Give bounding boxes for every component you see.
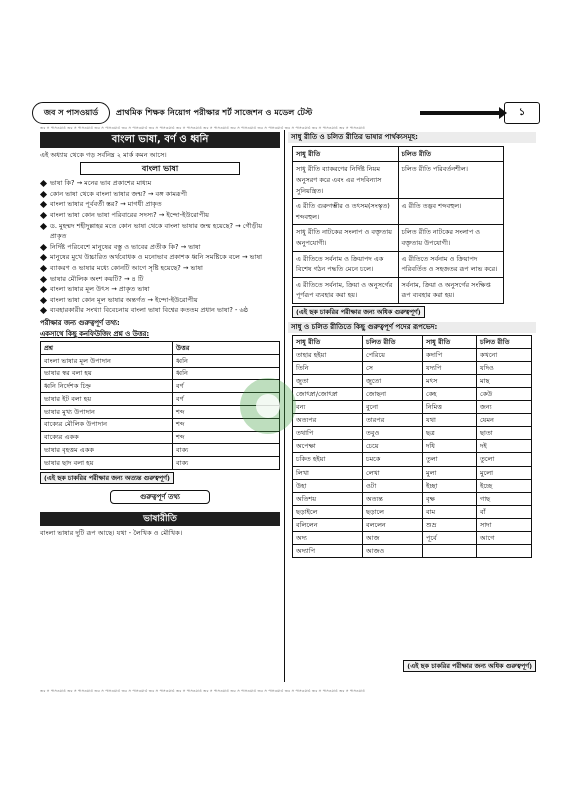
- table-cell: কদাপি: [423, 348, 477, 361]
- table-row: [293, 162, 504, 199]
- table-cell: এ রীতিতে সর্বনাম ও ক্রিয়াপদ পরিবর্তিত ও সহজতর রূপ লাভ করে।: [398, 251, 504, 277]
- table-cell: কেউ: [477, 388, 532, 401]
- table-cell: সাদা: [477, 518, 532, 531]
- question-cell: ভাষার বৃহত্তম একক: [41, 444, 173, 457]
- question-cell: ভাষার মুখ্য উপাদান: [41, 405, 173, 418]
- table-cell: [423, 545, 477, 558]
- list-item: ভাষার মৌলিক অংশ কয়টি? → ৪ টি: [40, 274, 280, 285]
- table-cell: জুতা: [293, 374, 363, 387]
- table-cell: অত্যপর: [293, 414, 363, 427]
- watermark-logo-icon: [240, 378, 296, 434]
- table-cell: চকিত হইয়া: [293, 453, 363, 466]
- table-cell: জুতো: [363, 374, 423, 387]
- diamond-bullet-icon: [40, 244, 47, 251]
- table-cell: বলিলেন: [293, 518, 363, 531]
- table-cell: জন্য: [477, 401, 532, 414]
- qa-heading: একসাথে কিছু কনফিউজিং প্রশ্ন ও উত্তর:: [40, 330, 150, 339]
- table-row: [293, 225, 504, 251]
- table-cell: যদ্যপি: [423, 361, 477, 374]
- table-cell: সাধু রীতি নাটকের সংলাপ ও বক্তৃতায় অনুপযোগী।: [293, 225, 399, 251]
- important-note: (এই ছক চাকরির পরীক্ষার জন্য অধিক গুরুত্বপূর্ণ): [403, 660, 536, 672]
- question-cell: ভাষার ছাদ বলা হয়: [41, 457, 173, 470]
- table-row: [41, 354, 280, 367]
- table-row: [293, 479, 532, 492]
- table-row: [293, 492, 532, 505]
- question-cell: ভাষার ইট বলা হয়: [41, 393, 173, 406]
- table-row: [293, 532, 532, 545]
- table-cell: চলিত রীতি নাটকের সংলাপ ও বক্তৃতায় উপযোগী।: [398, 225, 504, 251]
- table-cell: আজও: [363, 545, 423, 558]
- header-title: প্রাথমিক শিক্ষক নিয়োগ পরীক্ষার শর্ট সাজেশন ও মডেল টেস্ট: [116, 107, 313, 117]
- footer-strip: জব স পাসওয়ার্ড জব স পাসওয়ার্ড জব স পাসওয়ার্ড জব স পাসওয়ার্ড জব স পাসওয়ার্ড জব স পাসওয়ার্ড জব স পাসওয়ার্ড জব স পাসওয়ার্ড জব স পাসওয়ার্ড জব স পাসওয়ার্ড জব স পাসওয়ার্ড জব স পাসওয়ার্ড: [40, 689, 365, 693]
- diamond-bullet-icon: [40, 286, 47, 293]
- table-cell: দধি: [423, 440, 477, 453]
- diamond-bullet-icon: [40, 254, 47, 261]
- important-note: (এই ছক চাকরির পরীক্ষার জন্য অধিক গুরুত্বপূর্ণ): [292, 306, 425, 318]
- chapter-title: বাংলা ভাষা, বর্ণ ও ধ্বনি: [40, 132, 280, 148]
- table-cell: অতিশয়: [293, 492, 363, 505]
- table-cell: অদ্যাপি: [293, 545, 363, 558]
- chapter-note: এই অধ্যায় থেকে গড় সর্বনিম্ন ২ মার্ক কমন আসে।: [40, 151, 167, 159]
- table-cell: ওটা: [363, 479, 423, 492]
- diamond-bullet-icon: [40, 276, 47, 283]
- table-cell: আগে: [477, 532, 532, 545]
- table-cell: ছত্র: [423, 427, 477, 440]
- list-item: ড. মুহম্মদ শহীদুল্লাহর মতে কোন ভাষা থেকে বাংলা ভাষার জন্ম হয়েছে? → গৌড়ীয় প্রাকৃত: [40, 221, 280, 242]
- table-cell: চেয়ে: [363, 440, 423, 453]
- table-row: [293, 518, 532, 531]
- table-cell: বাম: [423, 505, 477, 518]
- table-cell: বললেন: [363, 518, 423, 531]
- table-cell: বৃক্ষ: [423, 492, 477, 505]
- column-header: চলিত রীতি: [398, 146, 504, 162]
- table-cell: অপেক্ষা: [293, 440, 363, 453]
- compare-table: [292, 146, 504, 304]
- list-item: বাংলা ভাষা কোন ভাষা পরিবারের সদস্য? → ইন্দো-ইউরোপীয়: [40, 210, 280, 221]
- answer-cell: ধ্বনি: [173, 367, 280, 380]
- body-text: বাংলা ভাষার দুটি রূপ আছে। যথা - লৈখিক ও মৌখিক।: [40, 528, 183, 537]
- table-cell: সাধু রীতি ব্যাকরণের নির্দিষ্ট নিয়ম অনুসরণ করে এবং এর পদবিন্যাস সুনিয়ন্ত্রিত।: [293, 162, 399, 199]
- table-cell: দই: [477, 440, 532, 453]
- table-row: [293, 427, 532, 440]
- brand-logo: জব স পাসওয়ার্ড: [32, 102, 110, 124]
- table-cell: এ রীতি গুরুগম্ভীর ও তৎসম(সংস্কৃত) শব্দবহুল।: [293, 199, 399, 225]
- diamond-bullet-icon: [40, 265, 47, 272]
- table-header-row: [41, 341, 280, 354]
- question-cell: বাংলা ভাষার মূল উপাদান: [41, 354, 173, 367]
- table-cell: আজ: [363, 532, 423, 545]
- column-header: সাধু রীতি: [293, 146, 399, 162]
- section-banner: ভাষারীতি: [40, 512, 280, 526]
- diamond-bullet-icon: [40, 297, 47, 304]
- table-cell: তুলা: [423, 453, 477, 466]
- table-cell: চমকে: [363, 453, 423, 466]
- list-item: ব্যবহারকারীর সংখ্যা বিবেচনায় বাংলা ভাষা বিশ্বের কততম প্রধান ভাষা? - ৬ষ্ঠ: [40, 305, 280, 316]
- info-box: গুরুত্বপূর্ণ তথ্য: [110, 490, 210, 504]
- list-item: নির্দিষ্ট পরিবেশে মানুষের বস্তু ও ভাবের প্রতীক কি? → ভাষা: [40, 242, 280, 253]
- compare-heading: সাধু রীতি ও চলিত রীতির ভাষার পার্থক্যসমূহ:: [288, 132, 536, 143]
- table-cell: নিমিত্ত: [423, 401, 477, 414]
- table-cell: সর্বনাম, ক্রিয়া ও অনুসর্গের সংক্ষিপ্ত রূপ ব্যবহার করা হয়।: [398, 277, 504, 303]
- list-item: কোন ভাষা থেকে বাংলা ভাষার জন্ম? → বঙ্গ কামরূপী: [40, 189, 280, 200]
- header-strip: জব স পাসওয়ার্ড জব স পাসওয়ার্ড জব স পাসওয়ার্ড জব স পাসওয়ার্ড জব স পাসওয়ার্ড জব স পাসওয়ার্ড জব স পাসওয়ার্ড জব স পাসওয়ার্ড জব স পাসওয়ার্ড জব স পাসওয়ার্ড জব স পাসওয়ার্ড জব স পাসওয়ার্ড: [40, 126, 365, 130]
- table-cell: ছড়ালে: [363, 505, 423, 518]
- list-item: ভাষা কি? → মনের ভাব প্রকাশের মাধ্যম: [40, 178, 280, 189]
- diamond-bullet-icon: [40, 223, 47, 230]
- table-row: [293, 199, 504, 225]
- answer-cell: বাক্য: [173, 457, 280, 470]
- table-cell: সে: [363, 361, 423, 374]
- table-cell: বুনো: [363, 401, 423, 414]
- section-title: বাংলা ভাষা: [80, 162, 240, 175]
- table-cell: তিনি: [293, 361, 363, 374]
- answer-cell: শব্দ: [173, 431, 280, 444]
- table-cell: ছড়াইলে: [293, 505, 363, 518]
- column-header: সাধু রীতি: [423, 335, 477, 348]
- table-cell: বাঁ: [477, 505, 532, 518]
- diamond-bullet-icon: [40, 201, 47, 208]
- table-row: [293, 348, 532, 361]
- column-header: সাধু রীতি: [293, 335, 363, 348]
- question-cell: ধ্বনি নির্দেশক চিহ্ন: [41, 380, 173, 393]
- bullet-list: [40, 178, 280, 316]
- table-row: [293, 440, 532, 453]
- table-row: [41, 367, 280, 380]
- right-column: [288, 132, 536, 670]
- table-row: [293, 388, 532, 401]
- table-row: [293, 453, 532, 466]
- table-cell: ইচ্ছে: [477, 479, 532, 492]
- table-row: [293, 361, 532, 374]
- column-header: প্রশ্ন: [41, 341, 173, 354]
- table-cell: লেখা: [363, 466, 423, 479]
- table-cell: যেমন: [477, 414, 532, 427]
- left-column: [40, 132, 280, 537]
- arrow-icon: [420, 111, 500, 115]
- words-heading: সাধু ও চলিত রীতিতে কিছু গুরুত্বপূর্ণ পদের রূপভেদ:: [288, 322, 536, 333]
- question-cell: ভাষার স্বর বলা হয়: [41, 367, 173, 380]
- answer-cell: বাক্য: [173, 444, 280, 457]
- table-cell: অত্যন্ত: [363, 492, 423, 505]
- table-cell: তারপর: [363, 414, 423, 427]
- table-row: [293, 374, 532, 387]
- table-cell: এ রীতি তদ্ভব শব্দবহুল।: [398, 199, 504, 225]
- table-cell: মুলো: [477, 466, 532, 479]
- answer-cell: শব্দ: [173, 418, 280, 431]
- question-cell: বাক্যের মৌলিক উপাদান: [41, 418, 173, 431]
- table-row: [293, 401, 532, 414]
- list-item: বাংলা ভাষার পূর্ববর্তী স্তর? → মাগধী প্রাকৃত: [40, 199, 280, 210]
- table-cell: মুলা: [423, 466, 477, 479]
- table-cell: কেহ: [423, 388, 477, 401]
- table-cell: কখনো: [477, 348, 532, 361]
- table-cell: যদিও: [477, 361, 532, 374]
- table-cell: জোছনা: [363, 388, 423, 401]
- diamond-bullet-icon: [40, 191, 47, 198]
- table-row: [41, 431, 280, 444]
- table-cell: ইচ্ছা: [423, 479, 477, 492]
- table-cell: তাহার হইয়া: [293, 348, 363, 361]
- table-cell: মাছ: [477, 374, 532, 387]
- table-cell: [477, 545, 532, 558]
- table-cell: ছাতা: [477, 427, 532, 440]
- table-row: [293, 251, 504, 277]
- table-cell: জোৎস্না/জোৎস্না: [293, 388, 363, 401]
- page-number: ১: [504, 102, 540, 124]
- question-cell: বাক্যের একক: [41, 431, 173, 444]
- answer-cell: বর্ণ: [173, 393, 280, 406]
- diamond-bullet-icon: [40, 180, 47, 187]
- list-item: বাংলা ভাষার মূল উৎস → প্রাকৃত ভাষা: [40, 284, 280, 295]
- table-row: [293, 414, 532, 427]
- answer-cell: ধ্বনি: [173, 354, 280, 367]
- table-cell: তুলো: [477, 453, 532, 466]
- list-item: ব্যাকরণ ও ভাষার মধ্যে কোনটি আগে সৃষ্টি হয়েছে? → ভাষা: [40, 263, 280, 274]
- exam-info-heading: পরীক্ষার জন্য গুরুত্বপূর্ণ তথ্য:: [40, 318, 120, 327]
- table-row: [293, 466, 532, 479]
- table-header-row: [293, 146, 504, 162]
- column-header: চলিত রীতি: [363, 335, 423, 348]
- table-row: [293, 545, 532, 558]
- table-cell: বন্য: [293, 401, 363, 414]
- answer-cell: বর্ণ: [173, 380, 280, 393]
- table-cell: এ রীতিতে সর্বনাম ও ক্রিয়াপদ এক বিশেষ গঠন পদ্ধতি মেনে চলে।: [293, 251, 399, 277]
- diamond-bullet-icon: [40, 307, 47, 314]
- column-header: উত্তর: [173, 341, 280, 354]
- table-row: [41, 457, 280, 470]
- table-cell: যথা: [423, 414, 477, 427]
- table-cell: চলিত রীতি পরিবর্তনশীল।: [398, 162, 504, 199]
- column-header: চলিত রীতি: [477, 335, 532, 348]
- table-cell: পূর্বে: [423, 532, 477, 545]
- table-cell: তথাপি: [293, 427, 363, 440]
- diamond-bullet-icon: [40, 212, 47, 219]
- table-row: [293, 505, 532, 518]
- answer-cell: শব্দ: [173, 405, 280, 418]
- table-cell: শুভ্র: [423, 518, 477, 531]
- table-row: [293, 277, 504, 303]
- list-item: মানুষের মুখে উচ্চারিত অর্থবোধক ও মনোভাব প্রকাশক ধ্বনি সমষ্টিকে বলে → ভাষা: [40, 252, 280, 263]
- table-row: [41, 444, 280, 457]
- table-cell: অদ্য: [293, 532, 363, 545]
- list-item: বাংলা ভাষা কোন মূল ভাষার অন্তর্গত → ইন্দো-ইউরোপীয়: [40, 295, 280, 306]
- table-cell: পেরিয়ে: [363, 348, 423, 361]
- table-cell: তবুও: [363, 427, 423, 440]
- table-cell: মৎস: [423, 374, 477, 387]
- table-header-row: [293, 335, 532, 348]
- table-cell: লিখা: [293, 466, 363, 479]
- important-note: (এই ছক চাকরির পরীক্ষার জন্য অত্যন্ত গুরুত্বপূর্ণ): [40, 472, 174, 484]
- table-cell: গাছ: [477, 492, 532, 505]
- words-table: [292, 335, 532, 559]
- table-cell: এ রীতিতে সর্বনাম, ক্রিয়া ও অনুসর্গের পূর্ণরূপ ব্যবহার করা হয়।: [293, 277, 399, 303]
- table-cell: উহা: [293, 479, 363, 492]
- page-header: [32, 102, 540, 124]
